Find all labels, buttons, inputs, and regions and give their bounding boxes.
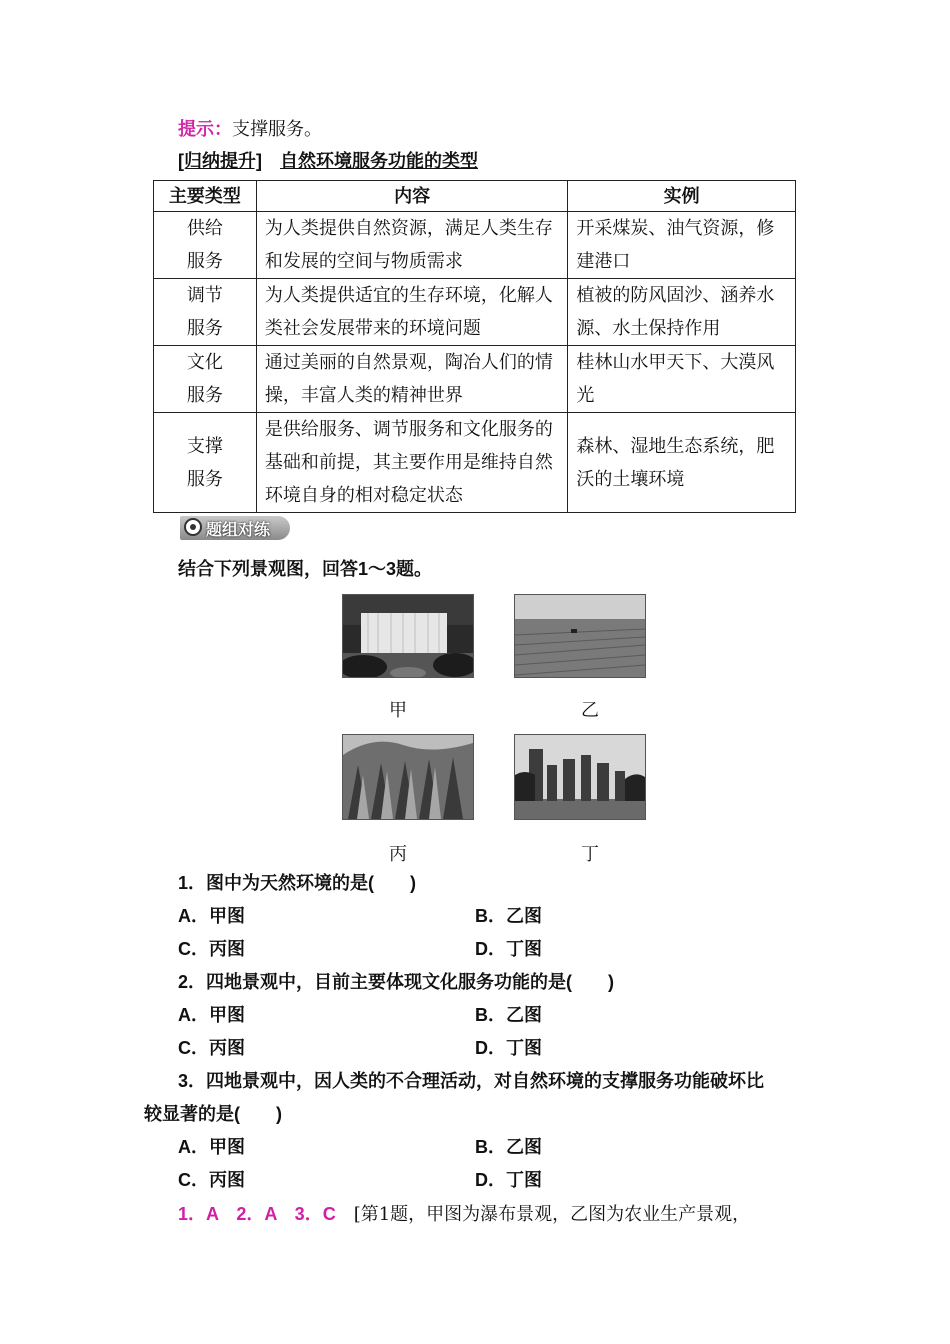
question-3-option-b[interactable]: B．乙图 [475, 1137, 542, 1157]
table-row [154, 413, 796, 513]
question-intro: 结合下列景观图，回答1～3题。 [178, 559, 433, 579]
row-content: 为人类提供自然资源，满足人类生存和发展的空间与物质需求 [256, 212, 567, 279]
question-2-option-d[interactable]: D．丁图 [475, 1038, 542, 1058]
table-header-row [154, 181, 796, 212]
question-2-option-c[interactable]: C．丙图 [178, 1038, 245, 1058]
row-example: 森林、湿地生态系统，肥沃的土壤环境 [568, 413, 796, 513]
caption-bing: 丙 [389, 844, 407, 865]
answer-explanation: [第1题，甲图为瀑布景观，乙图为农业生产景观， [353, 1204, 751, 1225]
row-content: 通过美丽的自然景观，陶冶人们的情操，丰富人类的精神世界 [256, 346, 567, 413]
row-example: 桂林山水甲天下、大漠风光 [568, 346, 796, 413]
summary-heading [178, 148, 478, 175]
question-1-option-c[interactable]: C．丙图 [178, 939, 245, 959]
question-1-option-d[interactable]: D．丁图 [475, 939, 542, 959]
header-type: 主要类型 [154, 181, 257, 212]
question-3-option-a[interactable]: A．甲图 [178, 1137, 245, 1157]
table-row [154, 279, 796, 346]
header-example: 实例 [568, 181, 796, 212]
target-icon [184, 518, 202, 536]
question-2-stem: 2．四地景观中，目前主要体现文化服务功能的是( ) [178, 972, 614, 992]
hint-label: 提示： [178, 119, 232, 139]
question-1-option-a[interactable]: A．甲图 [178, 906, 245, 926]
summary-bracket: [归纳提升] [178, 151, 262, 171]
practice-badge [180, 516, 290, 540]
hint-text: 支撑服务。 [232, 119, 322, 140]
city-image [514, 734, 646, 820]
answer-keys: 1．A 2．A 3．C [178, 1204, 336, 1224]
answer-line [178, 1201, 750, 1228]
caption-ding: 丁 [581, 844, 599, 865]
row-example: 植被的防风固沙、涵养水源、水土保持作用 [568, 279, 796, 346]
waterfall-image [342, 594, 474, 678]
farmland-image [514, 594, 646, 678]
service-types-table [153, 180, 796, 513]
question-2-option-b[interactable]: B．乙图 [475, 1005, 542, 1025]
question-3-stem-line1: 3．四地景观中，因人类的不合理活动，对自然环境的支撑服务功能破坏比 [178, 1071, 765, 1091]
question-1-option-b[interactable]: B．乙图 [475, 906, 542, 926]
table-row [154, 346, 796, 413]
question-1-stem: 1．图中为天然环境的是( ) [178, 873, 416, 893]
caption-jia: 甲 [389, 700, 407, 721]
row-type: 调节 服务 [154, 279, 257, 346]
row-type: 供给 服务 [154, 212, 257, 279]
question-3-option-d[interactable]: D．丁图 [475, 1170, 542, 1190]
row-content: 为人类提供适宜的生存环境，化解人类社会发展带来的环境问题 [256, 279, 567, 346]
eroded-land-image [342, 734, 474, 820]
question-3-stem-line2: 较显著的是( ) [144, 1104, 282, 1124]
question-2-option-a[interactable]: A．甲图 [178, 1005, 245, 1025]
caption-yi: 乙 [581, 700, 599, 721]
row-type: 文化 服务 [154, 346, 257, 413]
row-example: 开采煤炭、油气资源，修建港口 [568, 212, 796, 279]
summary-title: 自然环境服务功能的类型 [280, 151, 478, 171]
header-content: 内容 [256, 181, 567, 212]
question-3-option-c[interactable]: C．丙图 [178, 1170, 245, 1190]
row-content: 是供给服务、调节服务和文化服务的基础和前提，其主要作用是维持自然环境自身的相对稳定状态 [256, 413, 567, 513]
table-row [154, 212, 796, 279]
row-type: 支撑 服务 [154, 413, 257, 513]
hint-line [178, 116, 322, 143]
practice-badge-label: 题组对练 [206, 522, 271, 539]
